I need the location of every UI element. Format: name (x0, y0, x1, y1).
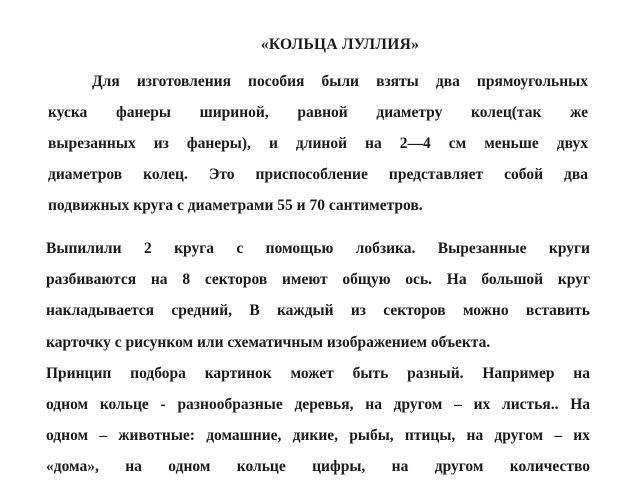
paragraph-construction (46, 233, 590, 483)
text-line: разбиваются на 8 секторов имеют общую ось. На большой круг (46, 271, 590, 289)
text-line: одном кольце - разнообразные деревья, на другом – их листья.. На (46, 396, 590, 414)
text-line: карточку с рисунком или схематичным изображением объекта. (46, 333, 491, 351)
text-line: «дома», на одном кольце цифры, на другом количество (46, 458, 590, 476)
text-line: подвижных круга с диаметрами 55 и 70 сантиметров. (48, 197, 423, 214)
paragraph-materials (48, 66, 588, 221)
page-title: «КОЛЬЦА ЛУЛЛИЯ» (260, 36, 420, 53)
text-line: Принцип подбора картинок может быть разный. Например на (46, 364, 590, 382)
text-line: куска фанеры шириной, равной диаметру колец(так же (48, 104, 588, 121)
text-line: Выпилили 2 круга с помощью лобзика. Вырезанные круги (46, 240, 590, 257)
text-line: вырезанных из фанеры), и длиной на 2—4 см меньше двух (48, 135, 588, 152)
text-line: накладывается средний, В каждый из секторов можно вставить (46, 302, 590, 320)
text-line: одном – животные: домашние, дикие, рыбы, птицы, на другом – их (46, 427, 590, 445)
text-line: Для изготовления пособия были взяты два прямоугольных (92, 73, 588, 90)
text-line: диаметров колец. Это приспособление представляет собой два (48, 166, 588, 183)
